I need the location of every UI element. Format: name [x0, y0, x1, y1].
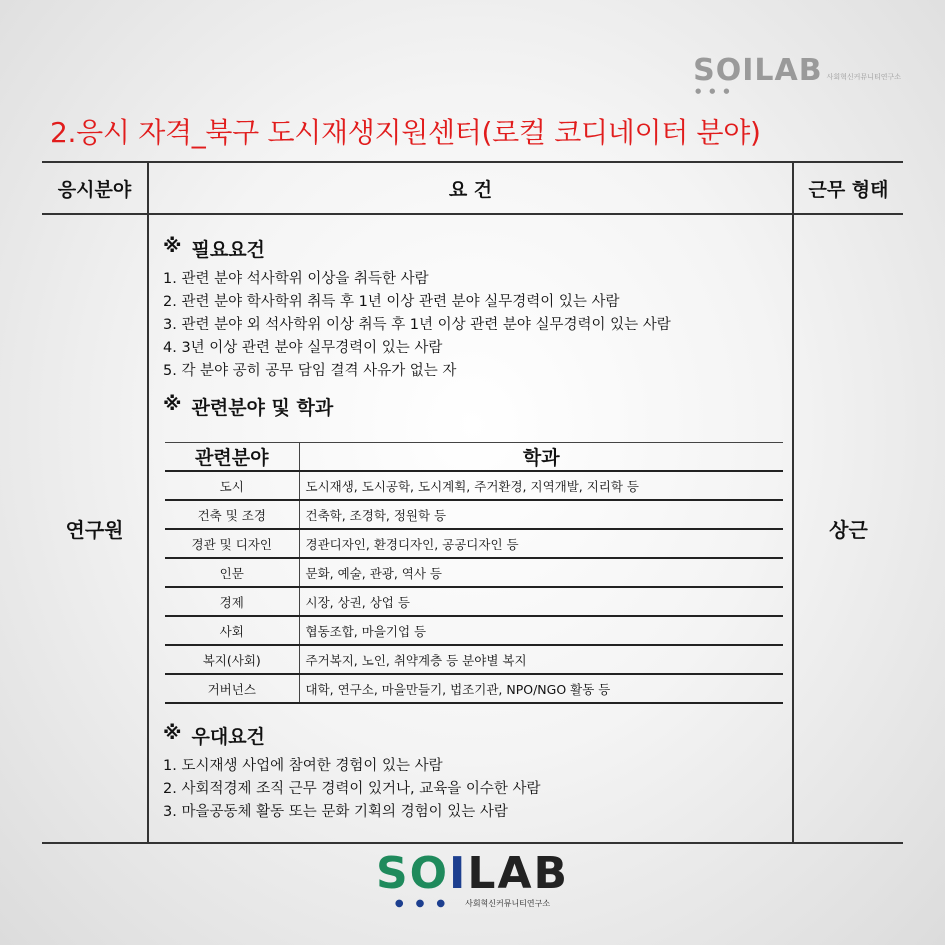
logo-subtitle: 사회혁신커뮤니티연구소 — [826, 73, 901, 81]
preferred-title: 우대요건 — [191, 726, 265, 748]
soilab-logo-bottom — [375, 848, 570, 909]
header-requirements: 요 건 — [148, 162, 793, 214]
preferred-section-title — [163, 722, 778, 749]
related-majors: 주거복지, 노인, 취약계층 등 분야별 복지 — [299, 645, 783, 674]
sub-header-field: 관련분야 — [165, 443, 299, 472]
sub-header-majors: 학과 — [299, 443, 783, 472]
table-row — [165, 529, 783, 558]
preferred-list — [163, 755, 778, 824]
reference-mark-icon: ※ — [163, 722, 182, 744]
related-majors: 시장, 상권, 상업 등 — [299, 587, 783, 616]
work-type-value: 상근 — [793, 214, 903, 843]
table-row — [165, 500, 783, 529]
soilab-logo-top — [693, 53, 901, 95]
related-majors: 협동조합, 마을기업 등 — [299, 616, 783, 645]
related-majors: 대학, 연구소, 마을만들기, 법조기관, NPO/NGO 활동 등 — [299, 674, 783, 703]
related-title: 관련분야 및 학과 — [191, 397, 334, 419]
list-item: 2. 관련 분야 학사학위 취득 후 1년 이상 관련 분야 실무경력이 있는 사람 — [163, 294, 620, 310]
required-list — [163, 268, 778, 383]
logo-subtitle: 사회혁신커뮤니티연구소 — [465, 899, 551, 908]
list-item: 2. 사회적경제 조직 근무 경력이 있거나, 교육을 이수한 사람 — [163, 781, 541, 797]
logo-wordmark: SOILAB — [375, 848, 570, 899]
related-field: 건축 및 조경 — [165, 500, 299, 529]
related-fields-table — [165, 442, 783, 704]
logo-dots-icon: ●●● — [394, 898, 458, 909]
related-field: 인문 — [165, 558, 299, 587]
required-title: 필요요건 — [191, 239, 265, 261]
reference-mark-icon: ※ — [163, 235, 182, 257]
list-item: 4. 3년 이상 관련 분야 실무경력이 있는 사람 — [163, 340, 443, 356]
list-item: 1. 관련 분야 석사학위 이상을 취득한 사람 — [163, 271, 429, 287]
related-majors: 문화, 예술, 관광, 역사 등 — [299, 558, 783, 587]
related-field: 거버넌스 — [165, 674, 299, 703]
related-field: 경관 및 디자인 — [165, 529, 299, 558]
reference-mark-icon: ※ — [163, 393, 182, 415]
requirements-cell — [148, 214, 793, 843]
field-value: 연구원 — [42, 214, 148, 843]
related-field: 사회 — [165, 616, 299, 645]
related-majors: 도시재생, 도시공학, 도시계획, 주거환경, 지역개발, 지리학 등 — [299, 471, 783, 500]
header-field: 응시분야 — [42, 162, 148, 214]
list-item: 3. 마을공동체 활동 또는 문화 기획의 경험이 있는 사람 — [163, 804, 508, 820]
list-item: 3. 관련 분야 외 석사학위 이상 취득 후 1년 이상 관련 분야 실무경력이 있는 사람 — [163, 317, 671, 333]
related-section-title — [163, 393, 778, 420]
table-row — [165, 674, 783, 703]
table-row — [165, 471, 783, 500]
list-item: 5. 각 분야 공히 공무 담임 결격 사유가 없는 자 — [163, 363, 457, 379]
required-section-title — [163, 235, 778, 262]
qualification-table — [42, 161, 903, 844]
related-majors: 경관디자인, 환경디자인, 공공디자인 등 — [299, 529, 783, 558]
related-field: 경제 — [165, 587, 299, 616]
page-title: 2.응시 자격_북구 도시재생지원센터(로컬 코디네이터 분야) — [50, 116, 761, 149]
logo-wordmark: SOILAB — [693, 53, 823, 88]
header-work-type: 근무 형태 — [793, 162, 903, 214]
table-row — [165, 616, 783, 645]
logo-dots-icon: ●●● — [695, 87, 738, 95]
list-item: 1. 도시재생 사업에 참여한 경험이 있는 사람 — [163, 758, 443, 774]
table-row — [165, 587, 783, 616]
related-field: 복지(사회) — [165, 645, 299, 674]
table-row — [165, 645, 783, 674]
related-majors: 건축학, 조경학, 정원학 등 — [299, 500, 783, 529]
table-row — [165, 558, 783, 587]
related-field: 도시 — [165, 471, 299, 500]
